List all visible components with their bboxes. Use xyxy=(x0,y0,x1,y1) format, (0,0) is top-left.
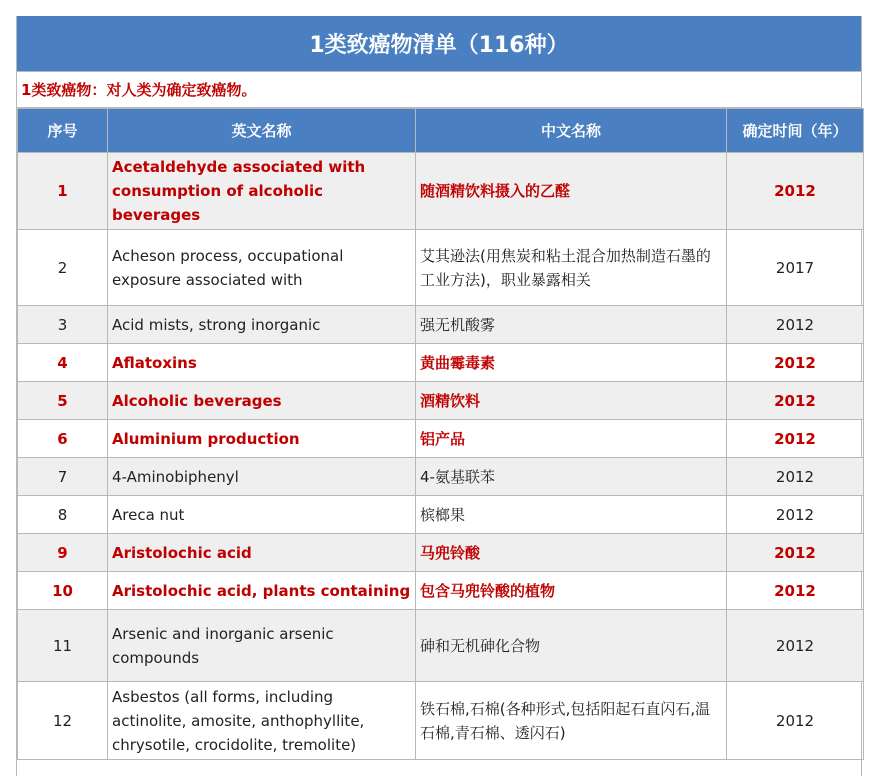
table-row xyxy=(18,420,864,458)
sheet-subtitle: 1类致癌物：对人类为确定致癌物。 xyxy=(17,72,861,108)
cell-english: Aluminium production xyxy=(108,420,416,458)
table-row xyxy=(18,682,864,760)
cell-english: Aristolochic acid xyxy=(108,534,416,572)
table-row xyxy=(18,230,864,306)
cell-chinese: 4-氨基联苯 xyxy=(416,458,727,496)
cell-chinese: 黄曲霉毒素 xyxy=(416,344,727,382)
cell-year: 2012 xyxy=(727,682,864,760)
cell-chinese: 马兜铃酸 xyxy=(416,534,727,572)
cell-year: 2012 xyxy=(727,153,864,230)
cell-chinese: 砷和无机砷化合物 xyxy=(416,610,727,682)
cell-year: 2012 xyxy=(727,496,864,534)
cell-english: Arsenic and inorganic arsenic compounds xyxy=(108,610,416,682)
cell-chinese: 强无机酸雾 xyxy=(416,306,727,344)
table-row xyxy=(18,344,864,382)
cell-year: 2012 xyxy=(727,458,864,496)
cell-chinese: 酒精饮料 xyxy=(416,382,727,420)
cell-english: Acid mists, strong inorganic xyxy=(108,306,416,344)
cell-num: 8 xyxy=(18,496,108,534)
cell-num: 12 xyxy=(18,682,108,760)
cell-year: 2012 xyxy=(727,382,864,420)
carcinogen-sheet xyxy=(16,16,862,776)
carcinogen-table xyxy=(17,108,864,760)
cell-year: 2012 xyxy=(727,534,864,572)
cell-num: 10 xyxy=(18,572,108,610)
cell-num: 3 xyxy=(18,306,108,344)
cell-chinese: 铁石棉,石棉(各种形式,包括阳起石直闪石,温石棉,青石棉、透闪石) xyxy=(416,682,727,760)
table-row xyxy=(18,458,864,496)
cell-num: 6 xyxy=(18,420,108,458)
header-english: 英文名称 xyxy=(108,109,416,153)
sheet-title: 1类致癌物清单（116种） xyxy=(17,16,861,72)
cell-year: 2012 xyxy=(727,572,864,610)
header-num: 序号 xyxy=(18,109,108,153)
cell-num: 1 xyxy=(18,153,108,230)
cell-num: 11 xyxy=(18,610,108,682)
table-row xyxy=(18,382,864,420)
cell-english: Aflatoxins xyxy=(108,344,416,382)
table-header-row xyxy=(18,109,864,153)
cell-english: 4-Aminobiphenyl xyxy=(108,458,416,496)
cell-year: 2012 xyxy=(727,610,864,682)
cell-english: Alcoholic beverages xyxy=(108,382,416,420)
cell-chinese: 铝产品 xyxy=(416,420,727,458)
cell-chinese: 随酒精饮料摄入的乙醛 xyxy=(416,153,727,230)
cell-num: 4 xyxy=(18,344,108,382)
cell-english: Acheson process, occupational exposure associated with xyxy=(108,230,416,306)
cell-english: Acetaldehyde associated with consumption of alcoholic beverages xyxy=(108,153,416,230)
cell-year: 2012 xyxy=(727,420,864,458)
table-body xyxy=(18,153,864,760)
cell-chinese: 槟榔果 xyxy=(416,496,727,534)
table-row xyxy=(18,534,864,572)
header-chinese: 中文名称 xyxy=(416,109,727,153)
table-row xyxy=(18,496,864,534)
cell-num: 5 xyxy=(18,382,108,420)
cell-num: 9 xyxy=(18,534,108,572)
cell-chinese: 包含马兜铃酸的植物 xyxy=(416,572,727,610)
header-year: 确定时间（年） xyxy=(727,109,864,153)
table-row xyxy=(18,610,864,682)
cell-year: 2012 xyxy=(727,306,864,344)
table-row xyxy=(18,153,864,230)
cell-year: 2017 xyxy=(727,230,864,306)
cell-english: Aristolochic acid, plants containing xyxy=(108,572,416,610)
cell-year: 2012 xyxy=(727,344,864,382)
cell-num: 7 xyxy=(18,458,108,496)
table-row xyxy=(18,306,864,344)
cell-english: Areca nut xyxy=(108,496,416,534)
cell-num: 2 xyxy=(18,230,108,306)
cell-chinese: 艾其逊法(用焦炭和粘土混合加热制造石墨的工业方法)，职业暴露相关 xyxy=(416,230,727,306)
table-row xyxy=(18,572,864,610)
cell-english: Asbestos (all forms, including actinolite, amosite, anthophyllite, chrysotile, crocidolite, tremolite) xyxy=(108,682,416,760)
